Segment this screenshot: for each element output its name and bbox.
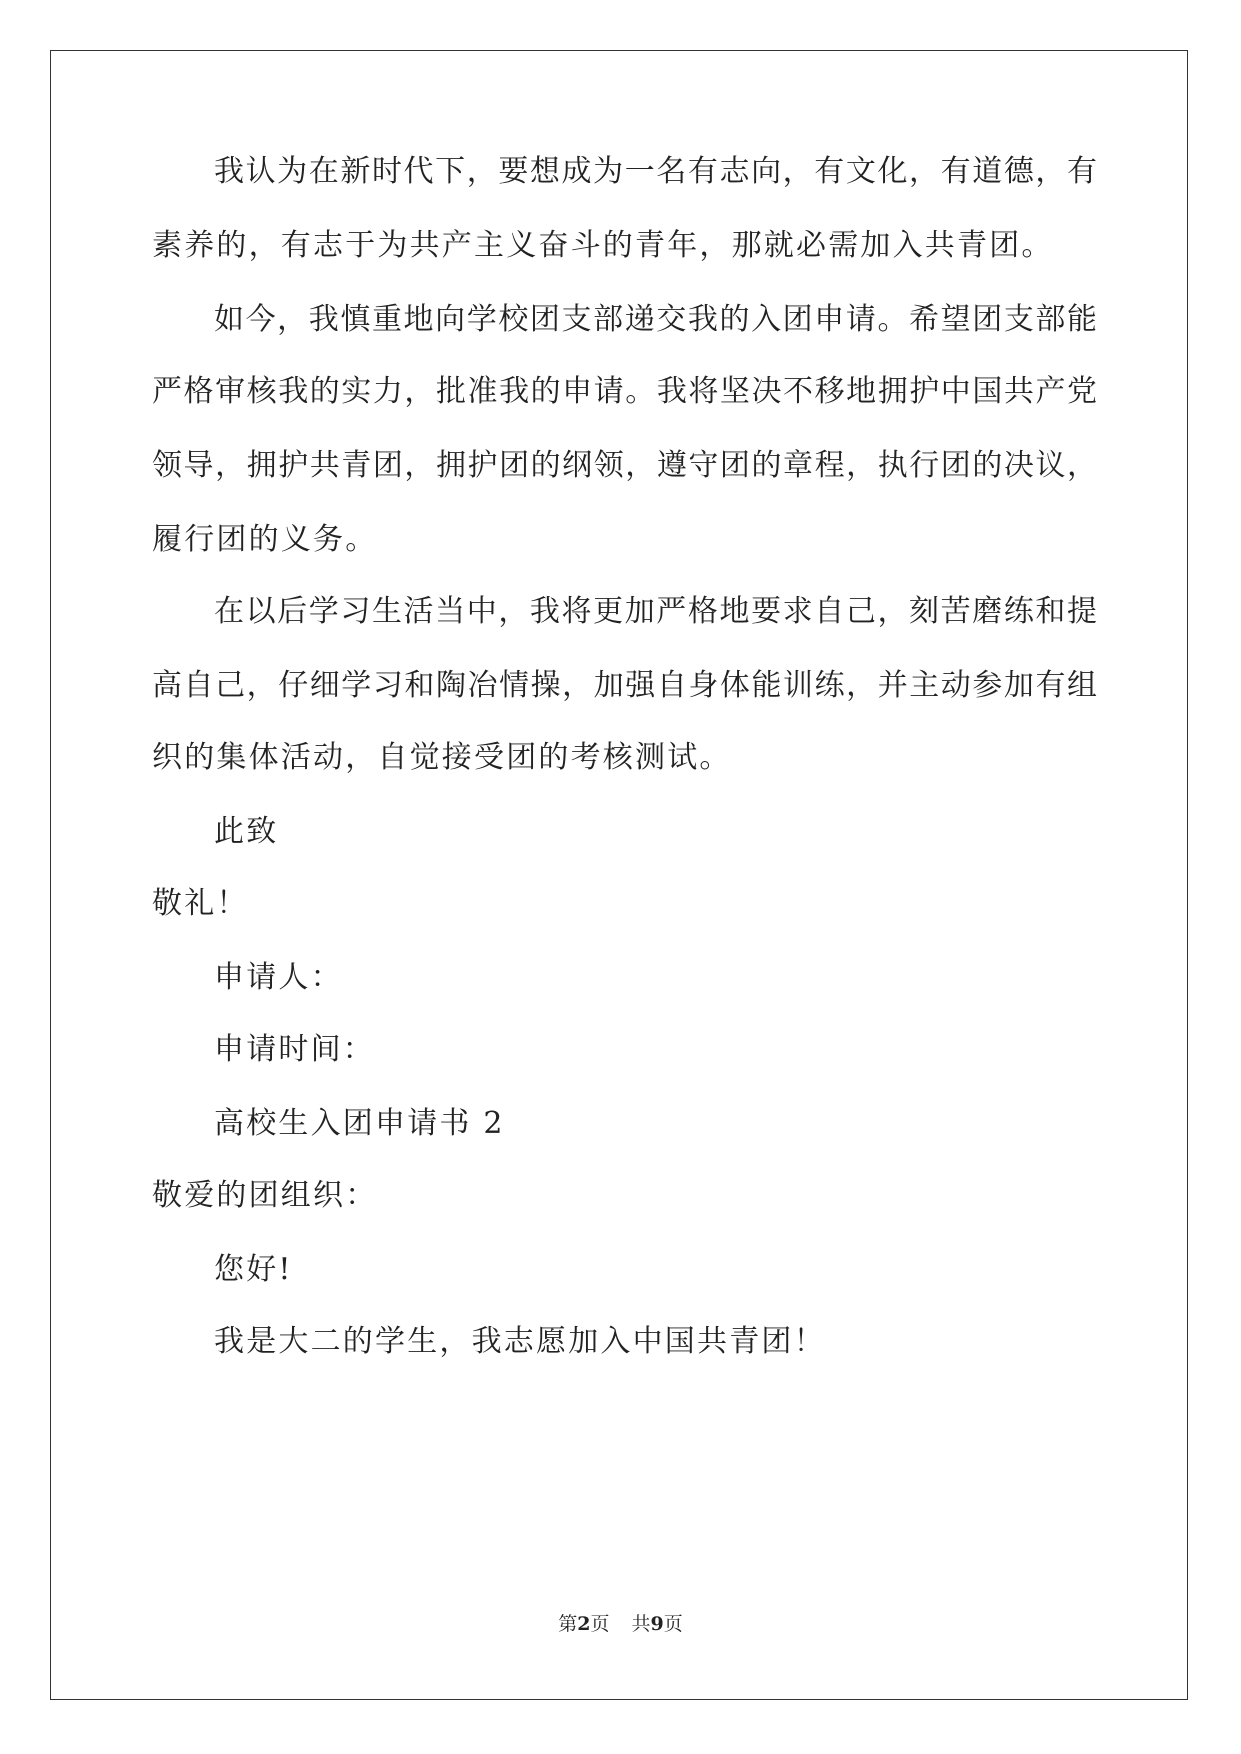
paragraph-3-line-1: 在以后学习生活当中，我将更加严格地要求自己，刻苦磨练和提 [214,594,1097,629]
paragraph-1-line-1: 我认为在新时代下，要想成为一名有志向，有文化，有道德，有 [214,154,1097,189]
paragraph-1-line-2: 素养的，有志于为共产主义奋斗的青年，那就必需加入共青团。 [152,228,1054,263]
total-prefix: 共 [631,1613,651,1635]
paragraph-2-line-3: 领导，拥护共青团，拥护团的纲领，遵守团的章程，执行团的决议， [152,448,1097,483]
page-border [50,50,1188,1700]
page-suffix: 页 [590,1613,610,1635]
total-page-number: 9 [650,1613,664,1635]
paragraph-2-line-4: 履行团的义务。 [152,522,378,557]
applicant-label: 申请人： [214,960,343,995]
greeting-text: 您好! [214,1252,293,1287]
page-prefix: 第 [558,1613,578,1635]
page-number-footer [0,1612,1241,1636]
salute-text: 敬礼！ [152,886,249,921]
paragraph-2-line-1: 如今，我慎重地向学校团支部递交我的入团申请。希望团支部能 [214,302,1097,337]
closing-text: 此致 [214,814,279,849]
paragraph-3-line-3: 织的集体活动，自觉接受团的考核测试。 [152,740,732,775]
total-suffix: 页 [663,1613,683,1635]
current-page-number: 2 [577,1613,591,1635]
intro-text: 我是大二的学生，我志愿加入中国共青团！ [214,1324,826,1359]
apply-time-label: 申请时间： [214,1032,375,1067]
paragraph-2-line-2: 严格审核我的实力，批准我的申请。我将坚决不移地拥护中国共产党 [152,374,1097,409]
greeting-recipient: 敬爱的团组织： [152,1178,378,1213]
paragraph-3-line-2: 高自己，仔细学习和陶冶情操，加强自身体能训练，并主动参加有组 [152,668,1097,703]
section-title: 高校生入团申请书 2 [214,1106,505,1141]
